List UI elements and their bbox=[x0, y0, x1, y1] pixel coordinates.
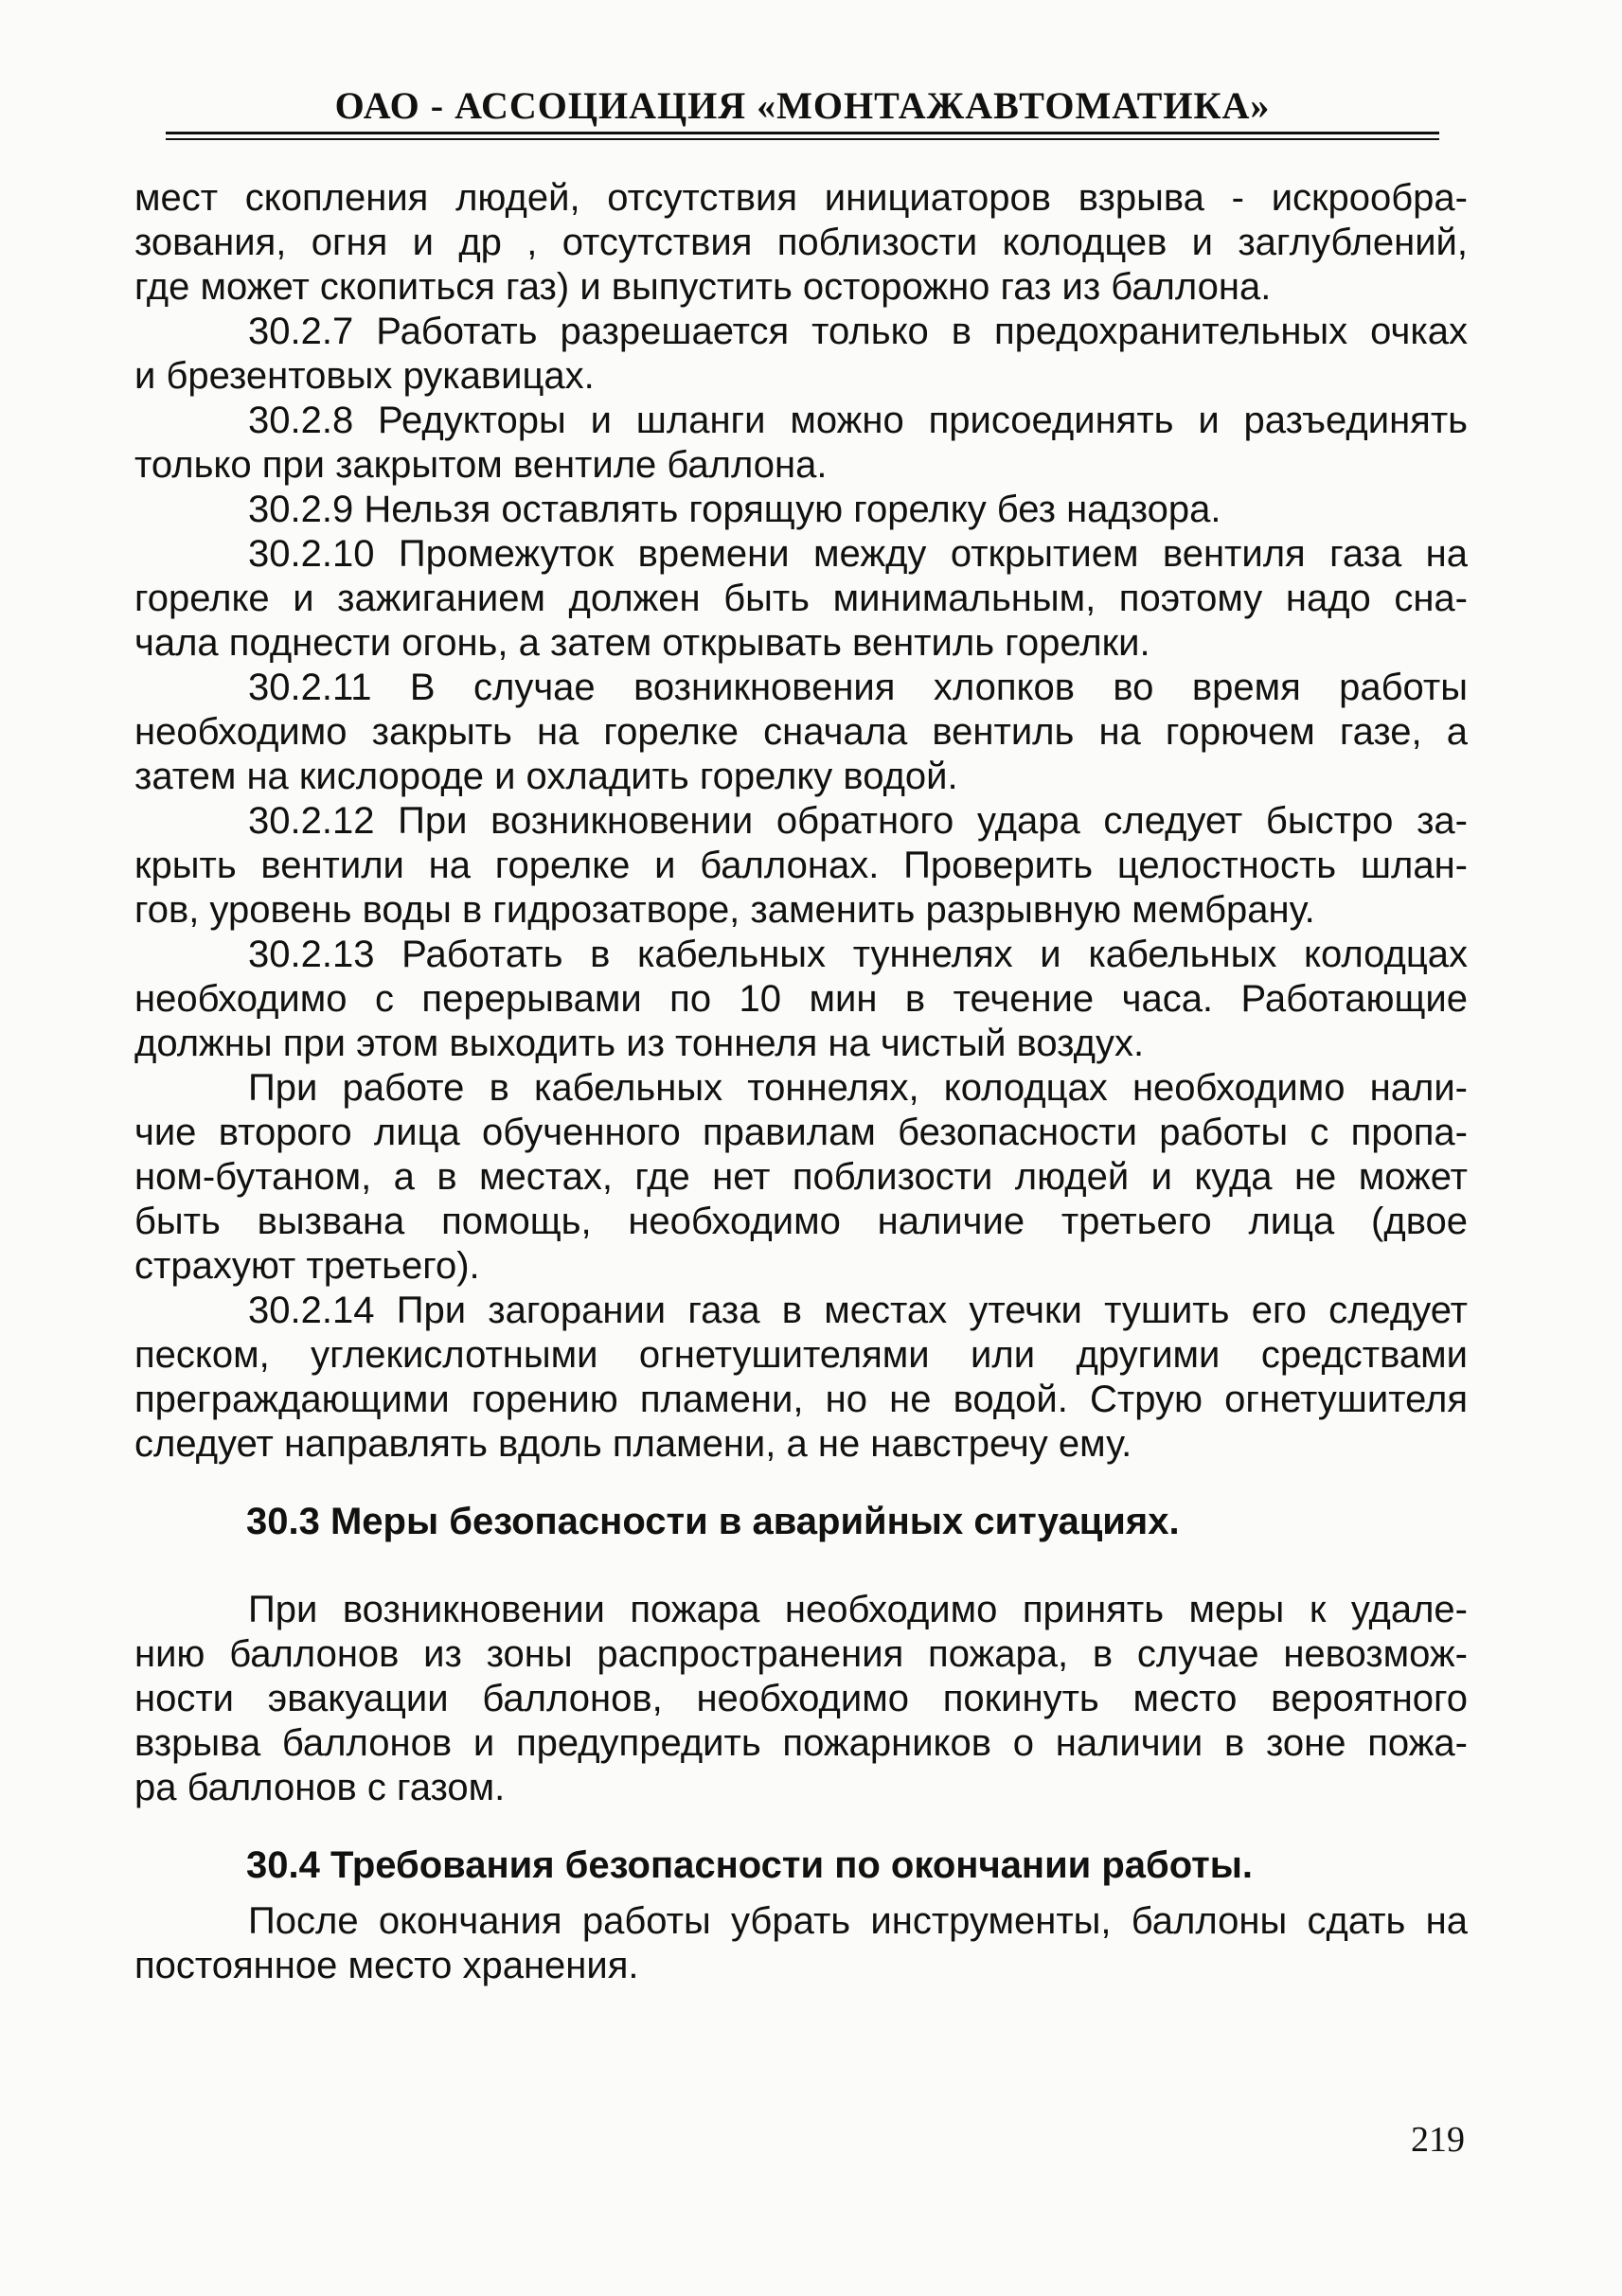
page-number: 219 bbox=[1411, 2120, 1465, 2160]
text-line: и брезентовых рукавицах. bbox=[134, 355, 595, 397]
text-line: гов, уровень воды в гидрозатворе, заменить разрывную мембрану. bbox=[134, 889, 1315, 931]
text-line: зования, огня и др , отсутствия поблизости колодцев и заглублений, bbox=[134, 222, 1468, 263]
text-line: затем на кислороде и охладить горелку водой. bbox=[134, 756, 958, 797]
paragraph-30-2-10 bbox=[134, 532, 1468, 666]
text-line: ра баллонов с газом. bbox=[134, 1767, 506, 1808]
main-text bbox=[134, 176, 1468, 1988]
text-line: 30.2.10 Промежуток времени между открытием вентиля газа на bbox=[248, 533, 1468, 575]
text-line: где может скопиться газ) и выпустить осторожно газ из баллона. bbox=[134, 266, 1272, 308]
text-line: горелке и зажиганием должен быть минимальным, поэтому надо сна- bbox=[134, 578, 1468, 619]
text-line: чала поднести огонь, а затем открывать вентиль горелки. bbox=[134, 622, 1150, 664]
section-heading-30-3: 30.3 Меры безопасности в аварийных ситуациях. bbox=[246, 1501, 1180, 1542]
paragraph-30-2-14 bbox=[134, 1289, 1468, 1467]
text-line: 30.2.13 Работать в кабельных туннелях и кабельных колодцах bbox=[248, 934, 1468, 975]
text-line: 30.2.11 В случае возникновения хлопков во время работы bbox=[248, 667, 1468, 708]
text-line: мест скопления людей, отсутствия инициаторов взрыва - искрообра- bbox=[134, 177, 1468, 219]
text-line: При работе в кабельных тоннелях, колодцах необходимо нали- bbox=[248, 1067, 1468, 1109]
text-line: песком, углекислотными огнетушителями или другими средствами bbox=[134, 1334, 1468, 1376]
paragraph-30-2-9 bbox=[134, 488, 1468, 532]
paragraph-continuation bbox=[134, 176, 1468, 310]
paragraph-30-2-7 bbox=[134, 310, 1468, 399]
header-rule-bottom bbox=[166, 138, 1439, 140]
text-line: постоянное место хранения. bbox=[134, 1945, 639, 1986]
text-line: следует направлять вдоль пламени, а не навстречу ему. bbox=[134, 1423, 1132, 1465]
header-title: ОАО - АССОЦИАЦИЯ «МОНТАЖАВТОМАТИКА» bbox=[334, 84, 1271, 127]
text-line: При возникновении пожара необходимо принять меры к удале- bbox=[248, 1589, 1468, 1630]
paragraph-end-of-work bbox=[134, 1899, 1468, 1988]
text-line: быть вызвана помощь, необходимо наличие третьего лица (двое bbox=[134, 1201, 1468, 1242]
text-line: После окончания работы убрать инструменты, баллоны сдать на bbox=[248, 1900, 1468, 1942]
text-line: необходимо с перерывами по 10 мин в течение часа. Работающие bbox=[134, 978, 1468, 1020]
text-line: взрыва баллонов и предупредить пожарников о наличии в зоне пожа- bbox=[134, 1722, 1468, 1764]
text-line: ности эвакуации баллонов, необходимо покинуть место вероятного bbox=[134, 1678, 1468, 1719]
text-line: нию баллонов из зоны распространения пожара, в случае невозмож- bbox=[134, 1633, 1468, 1675]
text-line: ном-бутаном, а в местах, где нет поблизости людей и куда не может bbox=[134, 1156, 1468, 1198]
text-line: должны при этом выходить из тоннеля на чистый воздух. bbox=[134, 1023, 1145, 1064]
text-line: 30.2.12 При возникновении обратного удара следует быстро за- bbox=[248, 800, 1468, 842]
text-line: крыть вентили на горелке и баллонах. Проверить целостность шлан- bbox=[134, 845, 1468, 886]
paragraph-30-2-8 bbox=[134, 399, 1468, 488]
text-line: 30.2.9 Нельзя оставлять горящую горелку без надзора. bbox=[248, 489, 1221, 530]
text-line: 30.2.8 Редукторы и шланги можно присоединять и разъединять bbox=[248, 400, 1468, 441]
text-line: страхуют третьего). bbox=[134, 1245, 480, 1287]
text-line: преграждающими горению пламени, но не водой. Струю огнетушителя bbox=[134, 1379, 1468, 1420]
text-line: 30.2.7 Работать разрешается только в предохранительных очках bbox=[248, 311, 1468, 352]
paragraph-tunnel-work bbox=[134, 1066, 1468, 1289]
text-line: только при закрытом вентиле баллона. bbox=[134, 444, 828, 486]
section-heading-30-4: 30.4 Требования безопасности по окончании работы. bbox=[246, 1844, 1254, 1886]
header-rule-top bbox=[166, 132, 1439, 134]
paragraph-30-2-13 bbox=[134, 933, 1468, 1066]
text-line: 30.2.14 При загорании газа в местах утечки тушить его следует bbox=[248, 1290, 1468, 1331]
paragraph-emergency bbox=[134, 1588, 1468, 1810]
text-line: необходимо закрыть на горелке сначала вентиль на горючем газе, а bbox=[134, 711, 1468, 753]
paragraph-30-2-12 bbox=[134, 799, 1468, 933]
paragraph-30-2-11 bbox=[134, 666, 1468, 799]
text-line: чие второго лица обученного правилам безопасности работы с пропа- bbox=[134, 1112, 1468, 1153]
page-header bbox=[166, 83, 1439, 146]
